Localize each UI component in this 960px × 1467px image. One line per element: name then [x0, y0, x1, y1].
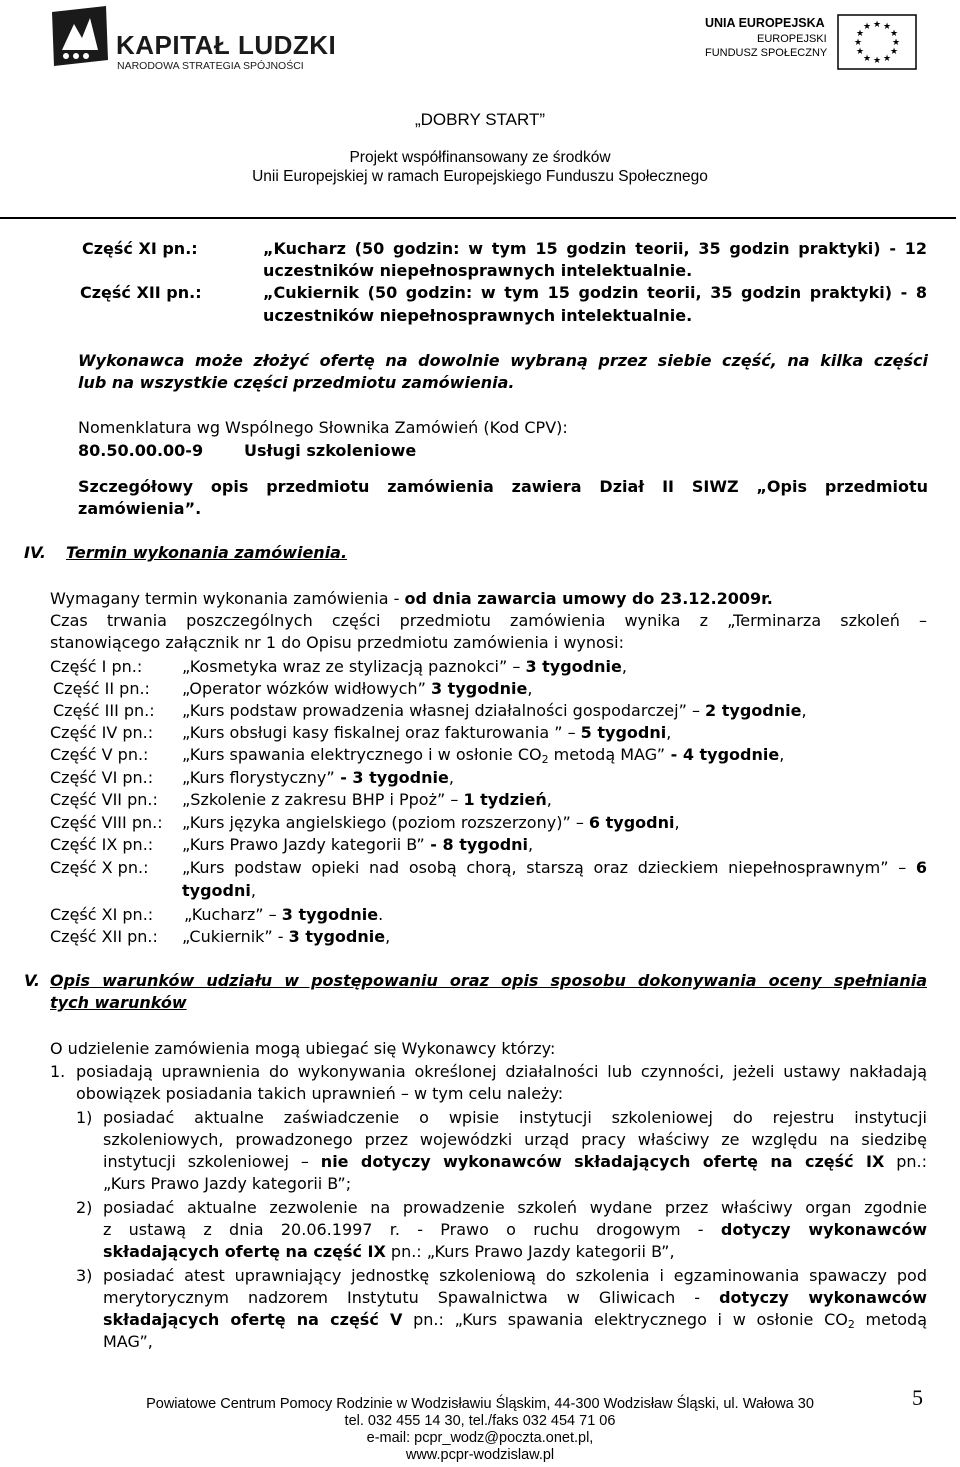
condition-number: 1.	[50, 1062, 66, 1081]
schedule-label: Część I pn.:	[50, 657, 143, 676]
footer-address: Powiatowe Centrum Pomocy Rodzinie w Wodzisławiu Śląskim, 44-300 Wodzisław Śląski, ul. Wałowa 30	[146, 1396, 814, 1412]
cofinance-line-1: Projekt współfinansowany ze środków	[349, 149, 611, 166]
footer-website: www.pcpr-wodzislaw.pl	[405, 1447, 555, 1463]
section-iv-title: Termin wykonania zamówienia.	[66, 543, 348, 562]
header-divider	[0, 217, 956, 219]
subcondition-text: z ustawą z dnia 20.06.1997 r. - Prawo o ruchu drogowym - dotyczy wykonawców	[103, 1220, 928, 1239]
schedule-entry: „Szkolenie z zakresu BHP i Ppoż” – 1 tydzień,	[182, 790, 552, 809]
condition-text: obowiązek posiadania takich uprawnień – w tym celu należy:	[76, 1084, 564, 1103]
section-v-title: Opis warunków udziału w postępowaniu oraz opis sposobu dokonywania oceny spełniania	[50, 971, 927, 990]
subcondition-text: składających ofertę na część IX pn.: „Kurs Prawo Jazdy kategorii B”,	[103, 1242, 675, 1261]
offer-note-line: Wykonawca może złożyć ofertę na dowolnie wybraną przez siebie część, na kilka części	[78, 351, 928, 370]
duration-line: Czas trwania poszczególnych części przedmiotu zamówienia wynika z „Terminarza szkoleń –	[50, 611, 927, 630]
svg-text:★: ★	[855, 47, 865, 57]
svg-text:★: ★	[882, 22, 892, 32]
deadline-value: od dnia zawarcia umowy do 23.12.2009r.	[404, 589, 773, 608]
schedule-label: Część VIII pn.:	[50, 813, 163, 832]
schedule-label: Część IX pn.:	[50, 835, 154, 854]
part-desc-line: „Cukiernik (50 godzin: w tym 15 godzin teorii, 35 godzin praktyki) - 8	[263, 283, 927, 302]
schedule-label: Część III pn.:	[53, 701, 155, 720]
cpv-code: 80.50.00.00-9	[78, 441, 204, 460]
schedule-label: Część VI pn.:	[50, 768, 154, 787]
part-desc-line: uczestników niepełnosprawnych intelektualnie.	[263, 306, 693, 325]
subcondition-text: szkoleniowych, prowadzonego przez wojewódzki urząd pracy właściwy ze względu na siedzibę	[103, 1130, 927, 1149]
svg-text:★: ★	[855, 29, 865, 39]
schedule-entry: „Operator wózków widłowych” 3 tygodnie,	[182, 679, 533, 698]
eu-logo	[705, 14, 917, 70]
schedule-entry: „Kurs florystyczny” - 3 tygodnie,	[182, 768, 454, 787]
eu-line1: UNIA EUROPEJSKA	[705, 16, 825, 30]
subcondition-text: „Kurs Prawo Jazdy kategorii B”;	[103, 1174, 352, 1193]
schedule-label: Część XII pn.:	[50, 927, 158, 946]
cpv-heading: Nomenklatura wg Wspólnego Słownika Zamówień (Kod CPV):	[78, 418, 568, 437]
subcondition-text: MAG”,	[103, 1332, 153, 1351]
part-label: Część XI pn.:	[82, 239, 198, 258]
schedule-entry-cont: tygodni,	[182, 881, 256, 900]
subcondition-text: składających ofertę na część V pn.: „Kurs spawania elektrycznego i w osłonie $CO_2$ metodą	[103, 1310, 927, 1331]
schedule-entry: „Cukiernik” - 3 tygodnie,	[182, 927, 391, 946]
svg-text:★: ★	[891, 38, 901, 48]
footer-phone: tel. 032 455 14 30, tel./faks 032 454 71 06	[344, 1413, 616, 1429]
cpv-name: Usługi szkoleniowe	[244, 441, 417, 460]
project-name: „DOBRY START”	[414, 110, 546, 129]
subcondition-text: merytorycznym nadzorem Instytutu Spawalnictwa w Gliwicach - dotyczy wykonawców	[103, 1288, 927, 1307]
schedule-label: Część VII pn.:	[50, 790, 158, 809]
svg-text:★: ★	[872, 20, 882, 30]
svg-text:★: ★	[889, 29, 899, 39]
schedule-entry: „Kurs podstaw prowadzenia własnej działalności gospodarczej” – 2 tygodnie,	[182, 701, 807, 720]
duration-line: stanowiącego załącznik nr 1 do Opisu przedmiotu zamówienia i wynosi:	[50, 633, 624, 652]
schedule-label: Część II pn.:	[53, 679, 150, 698]
section-v-title-cont: tych warunków	[50, 993, 187, 1012]
eu-line3: FUNDUSZ SPOŁECZNY	[705, 47, 828, 59]
detail-line: zamówienia”.	[78, 499, 202, 518]
svg-text:★: ★	[862, 22, 872, 32]
schedule-entry: „Kucharz” – 3 tygodnie.	[184, 905, 384, 924]
schedule-entry: „Kurs spawania elektrycznego i w osłonie $CO_2$ metodą MAG” - 4 tygodnie,	[182, 745, 785, 766]
subcondition-text: instytucji szkoleniowej – nie dotyczy wykonawców składających ofertę na część IX pn.:	[103, 1152, 928, 1171]
schedule-label: Część XI pn.:	[50, 905, 154, 924]
deadline-prefix: Wymagany termin wykonania zamówienia -	[50, 589, 405, 608]
svg-text:★: ★	[889, 47, 899, 57]
eu-line2: EUROPEJSKI	[757, 33, 827, 45]
schedule-label: Część X pn.:	[50, 858, 149, 877]
footer-email: e-mail: pcpr_wodz@poczta.onet.pl,	[366, 1430, 594, 1446]
subcondition-number: 2)	[76, 1198, 93, 1217]
schedule-entry: „Kurs Prawo Jazdy kategorii B” - 8 tygodni,	[182, 835, 534, 854]
subcondition-number: 1)	[76, 1108, 93, 1127]
kapital-ludzki-subtitle: NARODOWA STRATEGIA SPÓJNOŚCI	[117, 60, 304, 72]
svg-text:★: ★	[872, 56, 882, 66]
subcondition-text: posiadać aktualne zaświadczenie o wpisie instytucji szkoleniowej do rejestru instytucji	[103, 1108, 927, 1127]
detail-line: Szczegółowy opis przedmiotu zamówienia zawiera Dział II SIWZ „Opis przedmiotu	[78, 477, 928, 496]
eu-flag-icon	[837, 14, 917, 70]
page-number: 5	[912, 1385, 923, 1410]
cofinance-line-2: Unii Europejskiej w ramach Europejskiego Funduszu Społecznego	[252, 168, 708, 185]
subcondition-text: posiadać aktualne zezwolenie na prowadzenie szkoleń wydane przez właściwy organ zgodnie	[103, 1198, 927, 1217]
schedule-label: Część IV pn.:	[50, 723, 154, 742]
kapital-ludzki-logo	[44, 4, 337, 74]
part-desc-line: uczestników niepełnosprawnych intelektualnie.	[263, 261, 693, 280]
schedule-entry: „Kurs podstaw opieki nad osobą chorą, starszą oraz dzieckiem niepełnosprawnym” – 6	[182, 858, 928, 877]
subcondition-text: posiadać atest uprawniający jednostkę szkoleniową do szkolenia i egzaminowania spawaczy pod	[103, 1266, 927, 1285]
conditions-intro: O udzielenie zamówienia mogą ubiegać się Wykonawcy którzy:	[50, 1039, 556, 1058]
deadline-line	[50, 588, 773, 610]
svg-text:★: ★	[882, 54, 892, 64]
svg-text:★: ★	[853, 38, 863, 48]
offer-note-line: lub na wszystkie części przedmiotu zamówienia.	[78, 373, 515, 392]
section-iv-number: IV.	[24, 543, 46, 562]
svg-text:★: ★	[862, 54, 872, 64]
schedule-entry: „Kurs języka angielskiego (poziom rozszerzony)” – 6 tygodni,	[182, 813, 680, 832]
schedule-entry: „Kosmetyka wraz ze stylizacją paznokci” – 3 tygodnie,	[182, 657, 627, 676]
schedule-entry: „Kurs obsługi kasy fiskalnej oraz fakturowania ” – 5 tygodni,	[182, 723, 672, 742]
subcondition-number: 3)	[76, 1266, 93, 1285]
part-label: Część XII pn.:	[80, 283, 202, 302]
part-desc-line: „Kucharz (50 godzin: w tym 15 godzin teorii, 35 godzin praktyki) - 12	[263, 239, 927, 258]
kapital-ludzki-title: KAPITAŁ LUDZKI	[116, 30, 337, 60]
schedule-label: Część V pn.:	[50, 745, 149, 764]
section-v-number: V.	[24, 971, 40, 990]
condition-text: posiadają uprawnienia do wykonywania określonej działalności lub czynności, jeżeli ustawy nakładają	[76, 1062, 927, 1081]
